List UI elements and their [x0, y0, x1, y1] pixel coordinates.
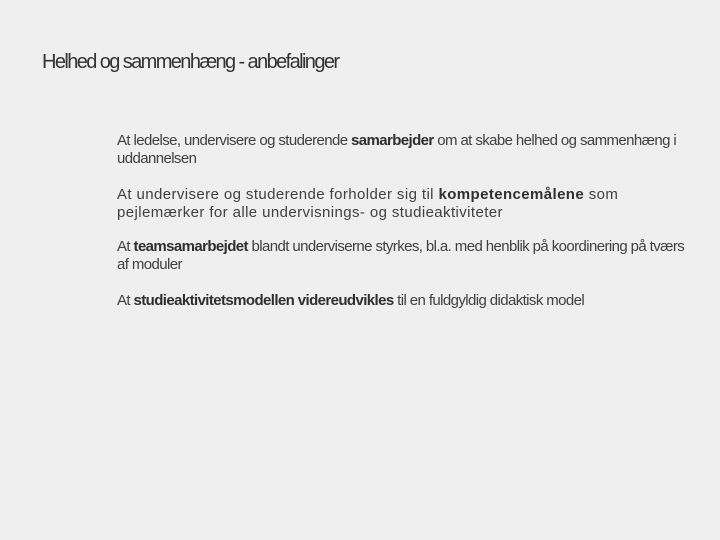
- item-text-end: til en fuldgyldig didaktisk model: [393, 292, 585, 309]
- item-text-end: blandt underviserne styrkes, bl.a. med henblik på koordinering på tværs af moduler: [117, 238, 685, 273]
- item-emphasis: studieaktivitetsmodellen videreudvikles: [133, 292, 394, 309]
- item-text-start: At ledelse, undervisere og studerende: [117, 132, 352, 149]
- recommendation-item: [117, 238, 687, 274]
- slide-title: Helhed og sammenhæng - anbefalinger: [42, 51, 339, 73]
- recommendation-item: [117, 292, 687, 310]
- recommendation-item: [117, 132, 687, 168]
- item-emphasis: samarbejder: [351, 132, 434, 149]
- item-emphasis: kompetencemålene: [438, 186, 585, 203]
- item-text-end: som pejlemærker for alle undervisnings- og studieaktiviteter: [117, 186, 619, 221]
- item-emphasis: teamsamarbejdet: [133, 238, 248, 255]
- item-text-start: At: [117, 238, 134, 255]
- item-text-start: At undervisere og studerende forholder sig til: [117, 186, 439, 203]
- recommendation-list: [117, 132, 687, 328]
- item-text-end: om at skabe helhed og sammenhæng i uddannelsen: [117, 132, 677, 167]
- item-text-start: At: [117, 292, 134, 309]
- recommendation-item: [117, 186, 687, 222]
